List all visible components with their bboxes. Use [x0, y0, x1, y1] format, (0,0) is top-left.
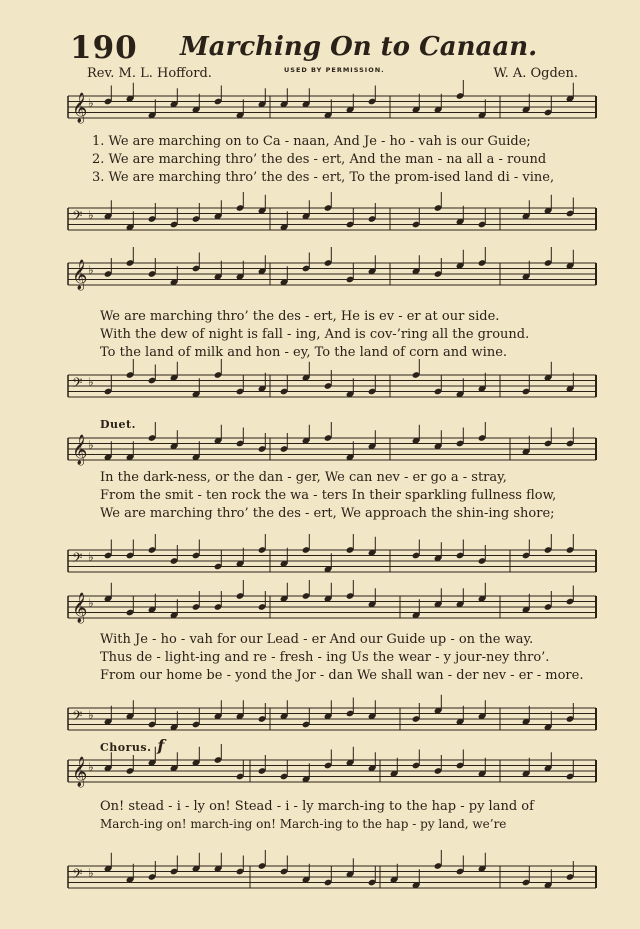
hymn-title: Marching On to Canaan.: [180, 32, 538, 62]
svg-text:♭: ♭: [88, 708, 94, 722]
system-1-verse-1: 1. We are marching on to Ca - naan, And Je - ho - vah is our Guide;: [92, 134, 531, 149]
svg-text:♭: ♭: [88, 375, 94, 389]
system-3-verse-2: From the smit - ten rock the wa - ters In their sparkling fullness flow,: [100, 488, 557, 503]
chorus-line-1: On! stead - i - ly on! Stead - i - ly march-ing to the hap - py land of: [100, 799, 534, 814]
system-2-verse-1: We are marching thro’ the des - ert, He is ev - er at our side.: [100, 309, 500, 324]
svg-text:♭: ♭: [88, 596, 94, 610]
system-3-verse-1: In the dark-ness, or the dan - ger, We can nev - er go a - stray,: [100, 470, 507, 485]
system-3-staves: [0, 430, 640, 580]
svg-text:𝄢: 𝄢: [72, 208, 83, 227]
lyricist: Rev. M. L. Hofford.: [87, 66, 212, 81]
svg-text:𝄞: 𝄞: [72, 593, 88, 623]
svg-text:𝄢: 𝄢: [72, 866, 83, 885]
svg-text:♭: ♭: [88, 208, 94, 222]
svg-text:♭: ♭: [88, 438, 94, 452]
svg-text:𝄢: 𝄢: [72, 375, 83, 394]
forte-marking: f: [157, 736, 165, 755]
svg-text:𝄢: 𝄢: [72, 550, 83, 569]
composer: W. A. Ogden.: [493, 66, 578, 81]
hymn-number: 190: [70, 30, 138, 66]
svg-text:♭: ♭: [88, 866, 94, 880]
svg-text:♭: ♭: [88, 96, 94, 110]
system-1-verse-3: 3. We are marching thro’ the des - ert, To the prom-ised land di - vine,: [92, 170, 555, 185]
svg-text:♭: ♭: [88, 550, 94, 564]
chorus-label-text: Chorus.: [100, 741, 152, 754]
system-5-staves: [0, 752, 640, 912]
system-1-verse-2: 2. We are marching thro’ the des - ert, And the man - na all a - round: [92, 152, 547, 167]
system-4-verse-2: Thus de - light-ing and re - fresh - ing Us the wear - y jour-ney thro’.: [100, 650, 550, 665]
system-4-verse-3: From our home be - yond the Jor - dan We shall wan - der nev - er - more.: [100, 668, 584, 683]
duet-label: Duet.: [100, 418, 136, 431]
system-2-verse-2: With the dew of night is fall - ing, And is cov-’ring all the ground.: [100, 327, 530, 342]
svg-text:𝄞: 𝄞: [72, 757, 88, 787]
svg-text:𝄢: 𝄢: [72, 708, 83, 727]
permission-note: USED BY PERMISSION.: [284, 66, 385, 74]
system-4-verse-1: With Je - ho - vah for our Lead - er And our Guide up - on the way.: [100, 632, 534, 647]
system-2-verse-3: To the land of milk and hon - ey, To the land of corn and wine.: [100, 345, 508, 360]
system-3-verse-3: We are marching thro’ the des - ert, We approach the shin-ing shore;: [100, 506, 555, 521]
svg-text:♭: ♭: [88, 760, 94, 774]
chorus-line-2: March-ing on! march-ing on! March-ing to the hap - py land, we’re: [100, 817, 507, 831]
svg-text:𝄞: 𝄞: [72, 93, 88, 123]
svg-text:𝄞: 𝄞: [72, 435, 88, 465]
svg-text:𝄞: 𝄞: [72, 260, 88, 290]
svg-text:♭: ♭: [88, 263, 94, 277]
